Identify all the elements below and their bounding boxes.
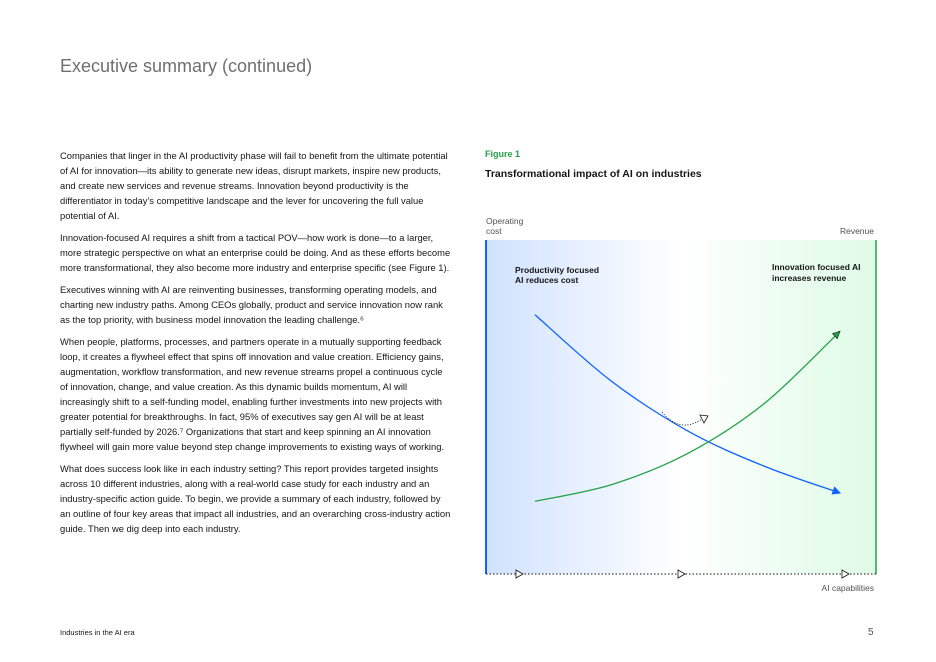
page-title: Executive summary (continued): [60, 56, 313, 76]
chart-background: [486, 240, 876, 574]
paragraph-3: Executives winning with AI are reinventing businesses, transforming operating models, and charting new industry paths. Among CEOs globally, product and service innovation now rank as the top priority, with business model innovation the leading challenge.⁶: [60, 284, 443, 325]
y-label-right: Revenue: [839, 226, 874, 236]
paragraph-1: Companies that linger in the AI productivity phase will fail to benefit from the ultimate potential of AI for innovation—its ability to generate new ideas, disrupt markets, inspire new products, and create new services and revenue streams. Innovation beyond productivity is the differentiator in today’s competitive landscape and the lever for uncovering the full value potential of AI.: [60, 150, 448, 221]
cost-series-label-line-2: AI reduces cost: [515, 275, 579, 285]
body-text: [60, 148, 452, 543]
paragraph-5: What does success look like in each industry setting? This report provides targeted insights across 10 different industries, along with a real-world case study for each industry and an industry-specific action guide. To begin, we provide a summary of each industry, followed by an outline of four key areas that impact all industries, and an overarching cross-industry action guide. Then we dig deep into each industry.: [60, 463, 451, 534]
paragraph-2: Innovation-focused AI requires a shift from a tactical POV—how work is done—to a larger, more strategic perspective on what an enterprise could be doing. And as these efforts become more transformational, they also become more industry and enterprise specific (see Figure 1).: [60, 232, 451, 273]
page-number: 5: [868, 627, 874, 638]
footer-report-name: Industries in the AI era: [60, 628, 135, 637]
figure-chart: [480, 212, 880, 597]
figure-label: Figure 1: [485, 149, 521, 159]
cost-series-label-line-1: Productivity focused: [515, 265, 600, 275]
y-label-left-line-1: Operating: [486, 216, 524, 226]
revenue-series-label-line-2: increases revenue: [772, 273, 847, 283]
paragraph-4: When people, platforms, processes, and partners operate in a mutually supporting feedback loop, it creates a flywheel effect that spins off innovation and value creation. Efficiency gains, augmentation, workflow transformation, and new revenue streams propel a continuous cycle of innovation, change, and value creation. As this dynamic builds momentum, AI will increasingly shift to a self-funding model, enabling further investments into new projects with greater potential for breakthroughs. In fact, 95% of executives say gen AI will be at least partially self-funded by 2026.⁷ Organizations that start and keep spinning an AI innovation flywheel will gain more value beyond step change improvements to existing ways of working.: [60, 336, 445, 452]
y-label-left-line-2: cost: [486, 226, 502, 236]
revenue-series-label-line-1: Innovation focused AI: [772, 262, 861, 272]
x-axis-label: AI capabilities: [821, 583, 874, 593]
figure-title: Transformational impact of AI on industries: [485, 168, 702, 180]
